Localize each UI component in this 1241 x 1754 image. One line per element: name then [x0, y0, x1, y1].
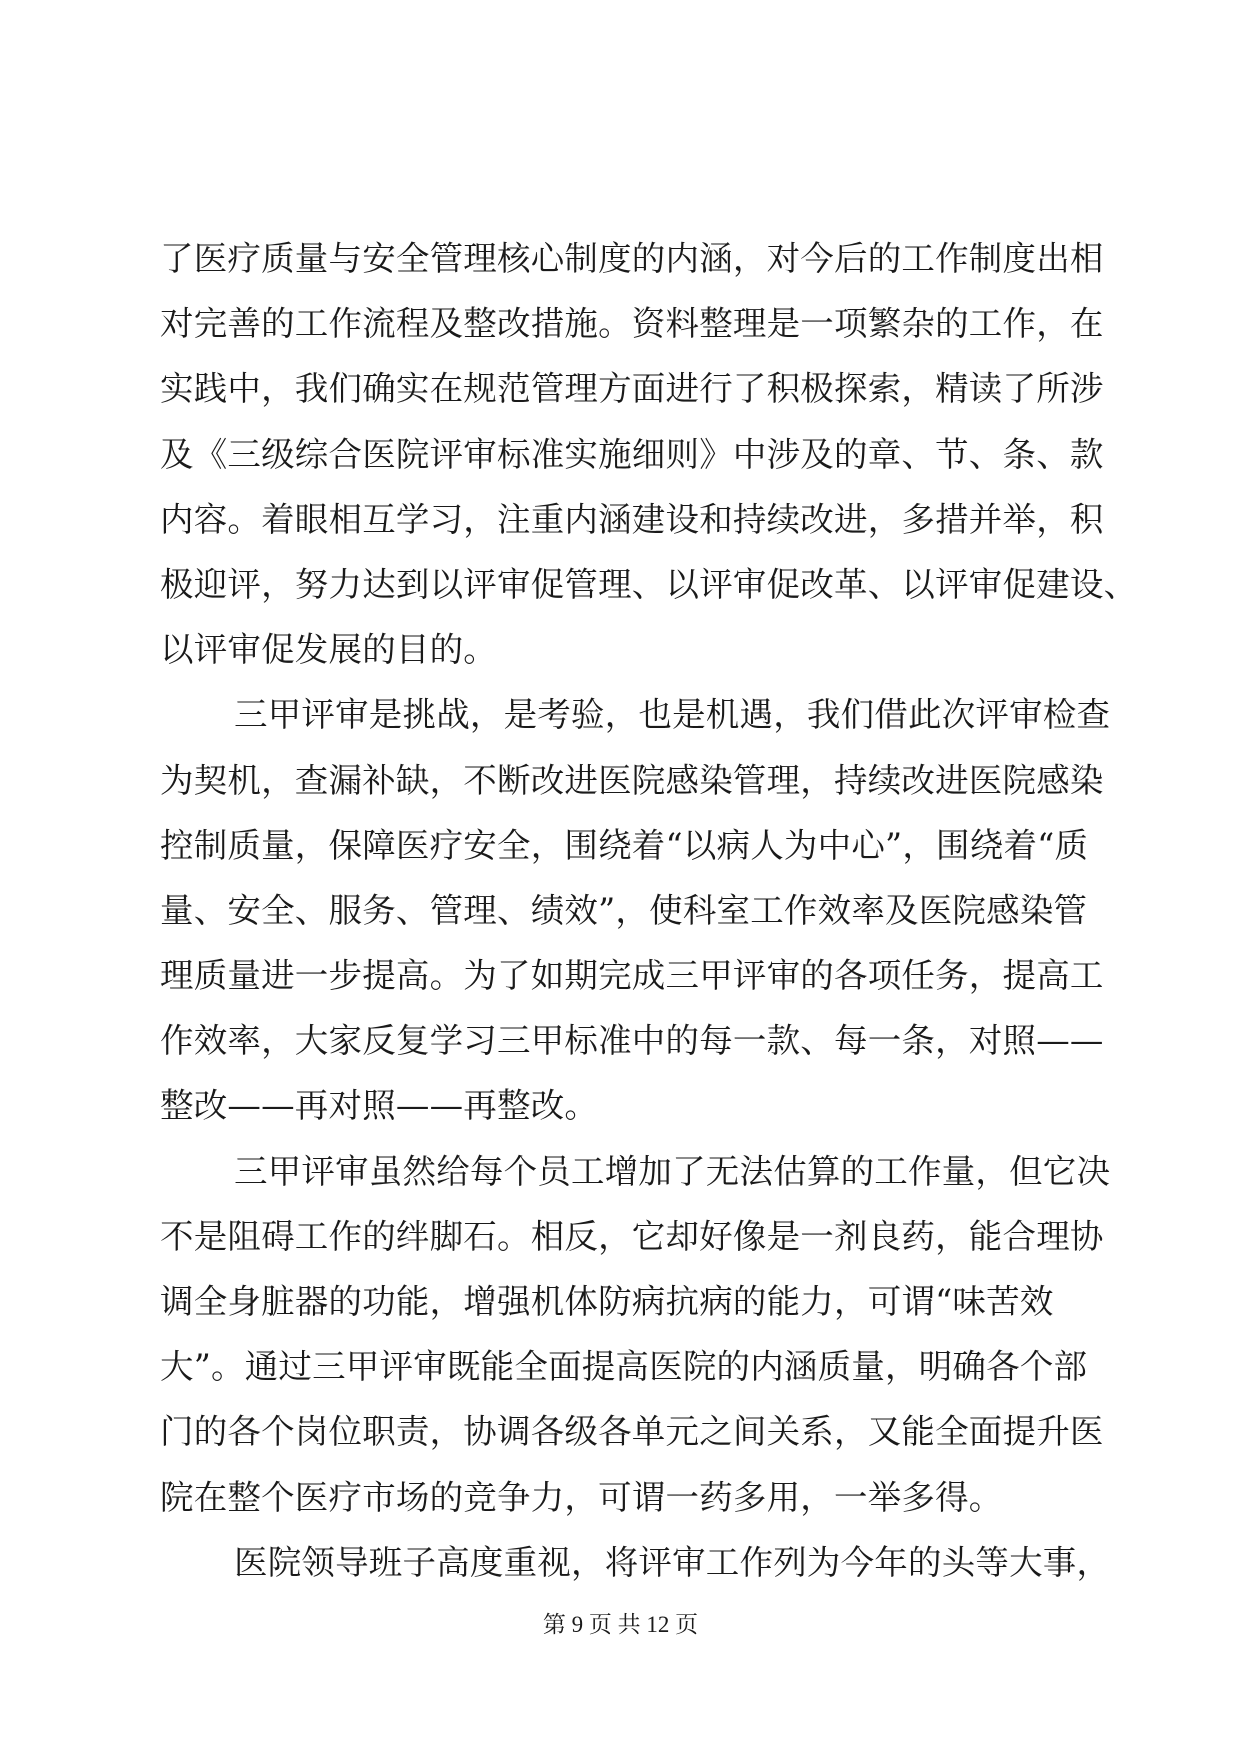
text-line-16: 不是阻碍工作的绊脚石。相反，它却好像是一剂良药，能合理协: [160, 1216, 1104, 1256]
text-line-3: 实践中，我们确实在规范管理方面进行了积极探索，精读了所涉: [160, 369, 1104, 409]
text-line-14: 整改——再对照——再整改。: [160, 1086, 599, 1126]
text-line-12: 理质量进一步提高。为了如期完成三甲评审的各项任务，提高工: [160, 956, 1104, 996]
text-line-7: 以评审促发展的目的。: [160, 630, 497, 670]
text-line-11: 量、安全、服务、管理、绩效”，使科室工作效率及医院感染管: [160, 890, 1088, 930]
text-line-15: 三甲评审虽然给每个员工增加了无法估算的工作量，但它决: [234, 1151, 1111, 1191]
text-line-18: 大”。通过三甲评审既能全面提高医院的内涵质量，明确各个部: [160, 1347, 1088, 1387]
text-line-2: 对完善的工作流程及整改措施。资料整理是一项繁杂的工作，在: [160, 304, 1104, 344]
text-line-8: 三甲评审是挑战，是考验，也是机遇，我们借此次评审检查: [234, 695, 1111, 735]
text-line-5: 内容。着眼相互学习，注重内涵建设和持续改进，多措并举，积: [160, 499, 1104, 539]
page-number-footer: 第 9 页 共 12 页: [542, 1612, 699, 1637]
text-line-9: 为契机，查漏补缺，不断改进医院感染管理，持续改进医院感染: [160, 760, 1104, 800]
body-text: [160, 226, 1138, 1595]
text-line-10: 控制质量，保障医疗安全，围绕着“以病人为中心”，围绕着“质: [160, 825, 1089, 865]
text-line-17: 调全身脏器的功能，增强机体防病抗病的能力，可谓“味苦效: [160, 1282, 1054, 1321]
text-line-19: 门的各个岗位职责，协调各级各单元之间关系，又能全面提升医: [160, 1412, 1104, 1452]
text-line-4: 及《三级综合医院评审标准实施细则》中涉及的章、节、条、款: [160, 434, 1104, 474]
text-line-20: 院在整个医疗市场的竞争力，可谓一药多用，一举多得。: [160, 1477, 1003, 1517]
text-line-1: 了医疗质量与安全管理核心制度的内涵，对今后的工作制度出相: [160, 239, 1104, 278]
text-line-21: 医院领导班子高度重视，将评审工作列为今年的头等大事，: [234, 1542, 1111, 1582]
text-line-13: 作效率，大家反复学习三甲标准中的每一款、每一条，对照——: [160, 1021, 1104, 1061]
text-line-6: 极迎评，努力达到以评审促管理、以评审促改革、以评审促建设、: [160, 564, 1138, 604]
